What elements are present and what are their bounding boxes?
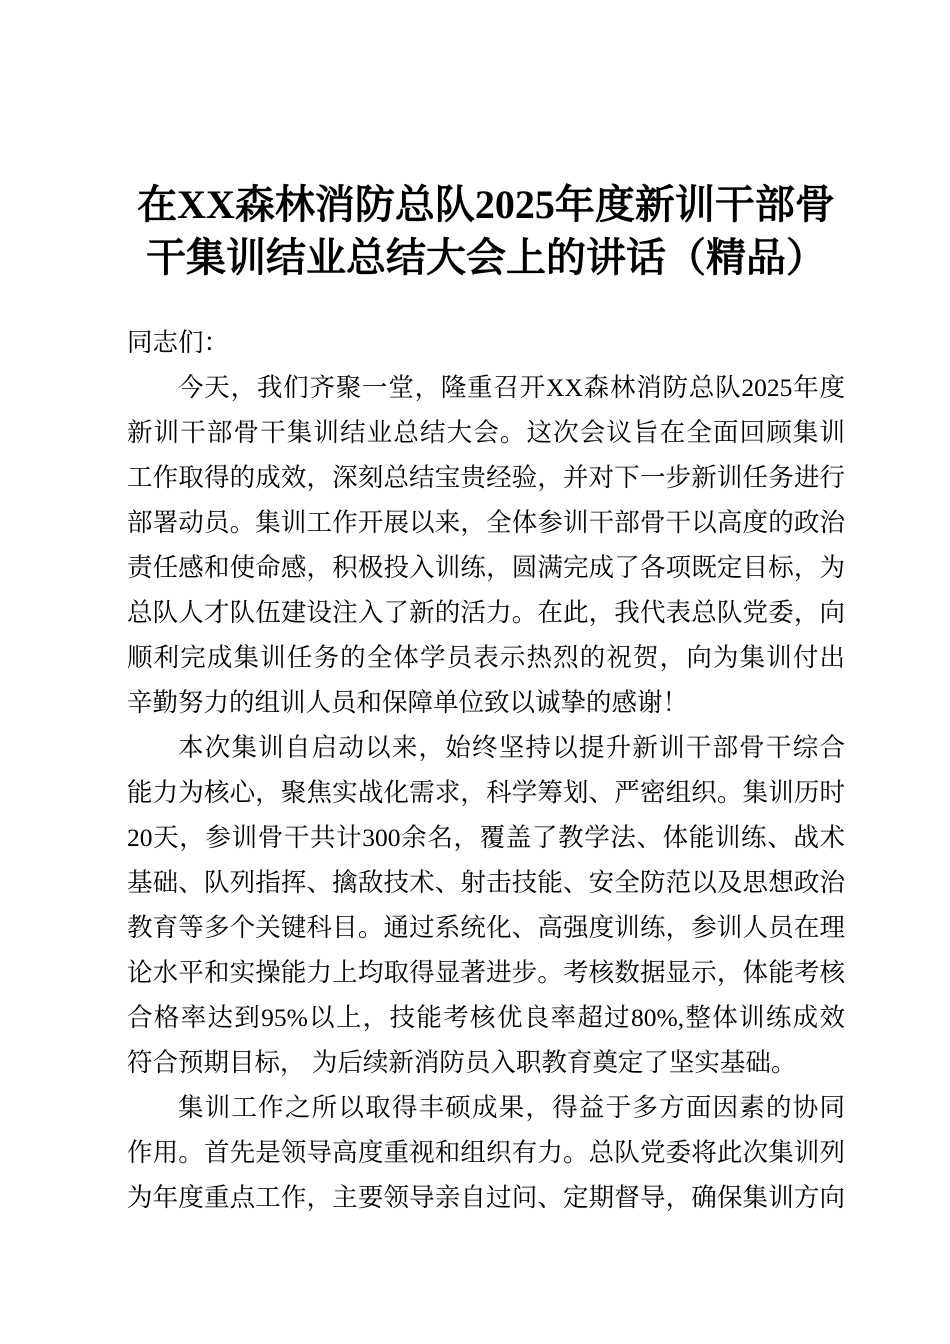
text-line: 基础、队列指挥、擒敌技术、射击技能、安全防范以及思想政治 <box>127 868 845 897</box>
document-title <box>127 178 845 284</box>
text-line: 辛勤努力的组训人员和保障单位致以诚挚的感谢！ <box>127 688 689 717</box>
text-line: 合格率达到95%以上，技能考核优良率超过80%,整体训练成效 <box>127 1003 845 1032</box>
document-title-line-2: 干集训结业总结大会上的讲话（精品） <box>146 235 826 280</box>
text-line: 工作取得的成效，深刻总结宝贵经验，并对下一步新训任务进行 <box>127 463 845 492</box>
text-line: 顺利完成集训任务的全体学员表示热烈的祝贺，向为集训付出 <box>127 643 845 672</box>
text-line: 总队人才队伍建设注入了新的活力。在此，我代表总队党委，向 <box>127 598 845 627</box>
text-line: 符合预期目标， 为后续新消防员入职教育奠定了坚实基础。 <box>127 1048 797 1077</box>
text-line: 本次集训自启动以来，始终坚持以提升新训干部骨干综合 <box>178 733 845 762</box>
text-line: 同志们： <box>127 328 230 357</box>
text-line: 今天，我们齐聚一堂，隆重召开XX森林消防总队2025年度 <box>178 373 845 402</box>
text-line: 为年度重点工作，主要领导亲自过问、定期督导，确保集训方向 <box>127 1183 845 1212</box>
text-line: 部署动员。集训工作开展以来，全体参训干部骨干以高度的政治 <box>127 508 845 537</box>
text-line: 新训干部骨干集训结业总结大会。这次会议旨在全面回顾集训 <box>127 418 845 447</box>
text-line: 责任感和使命感，积极投入训练，圆满完成了各项既定目标，为 <box>127 553 845 582</box>
document-body <box>127 320 845 1220</box>
document-title-line-1: 在XX森林消防总队2025年度新训干部骨 <box>137 182 835 227</box>
text-line: 集训工作之所以取得丰硕成果，得益于多方面因素的协同 <box>178 1093 845 1122</box>
text-line: 能力为核心，聚焦实战化需求，科学筹划、严密组织。集训历时 <box>127 778 845 807</box>
text-line: 作用。首先是领导高度重视和组织有力。总队党委将此次集训列 <box>127 1138 845 1167</box>
text-line: 教育等多个关键科目。通过系统化、高强度训练，参训人员在理 <box>127 913 845 942</box>
text-line: 20天，参训骨干共计300余名，覆盖了教学法、体能训练、战术 <box>127 823 845 852</box>
text-line: 论水平和实操能力上均取得显著进步。考核数据显示，体能考核 <box>127 958 845 987</box>
